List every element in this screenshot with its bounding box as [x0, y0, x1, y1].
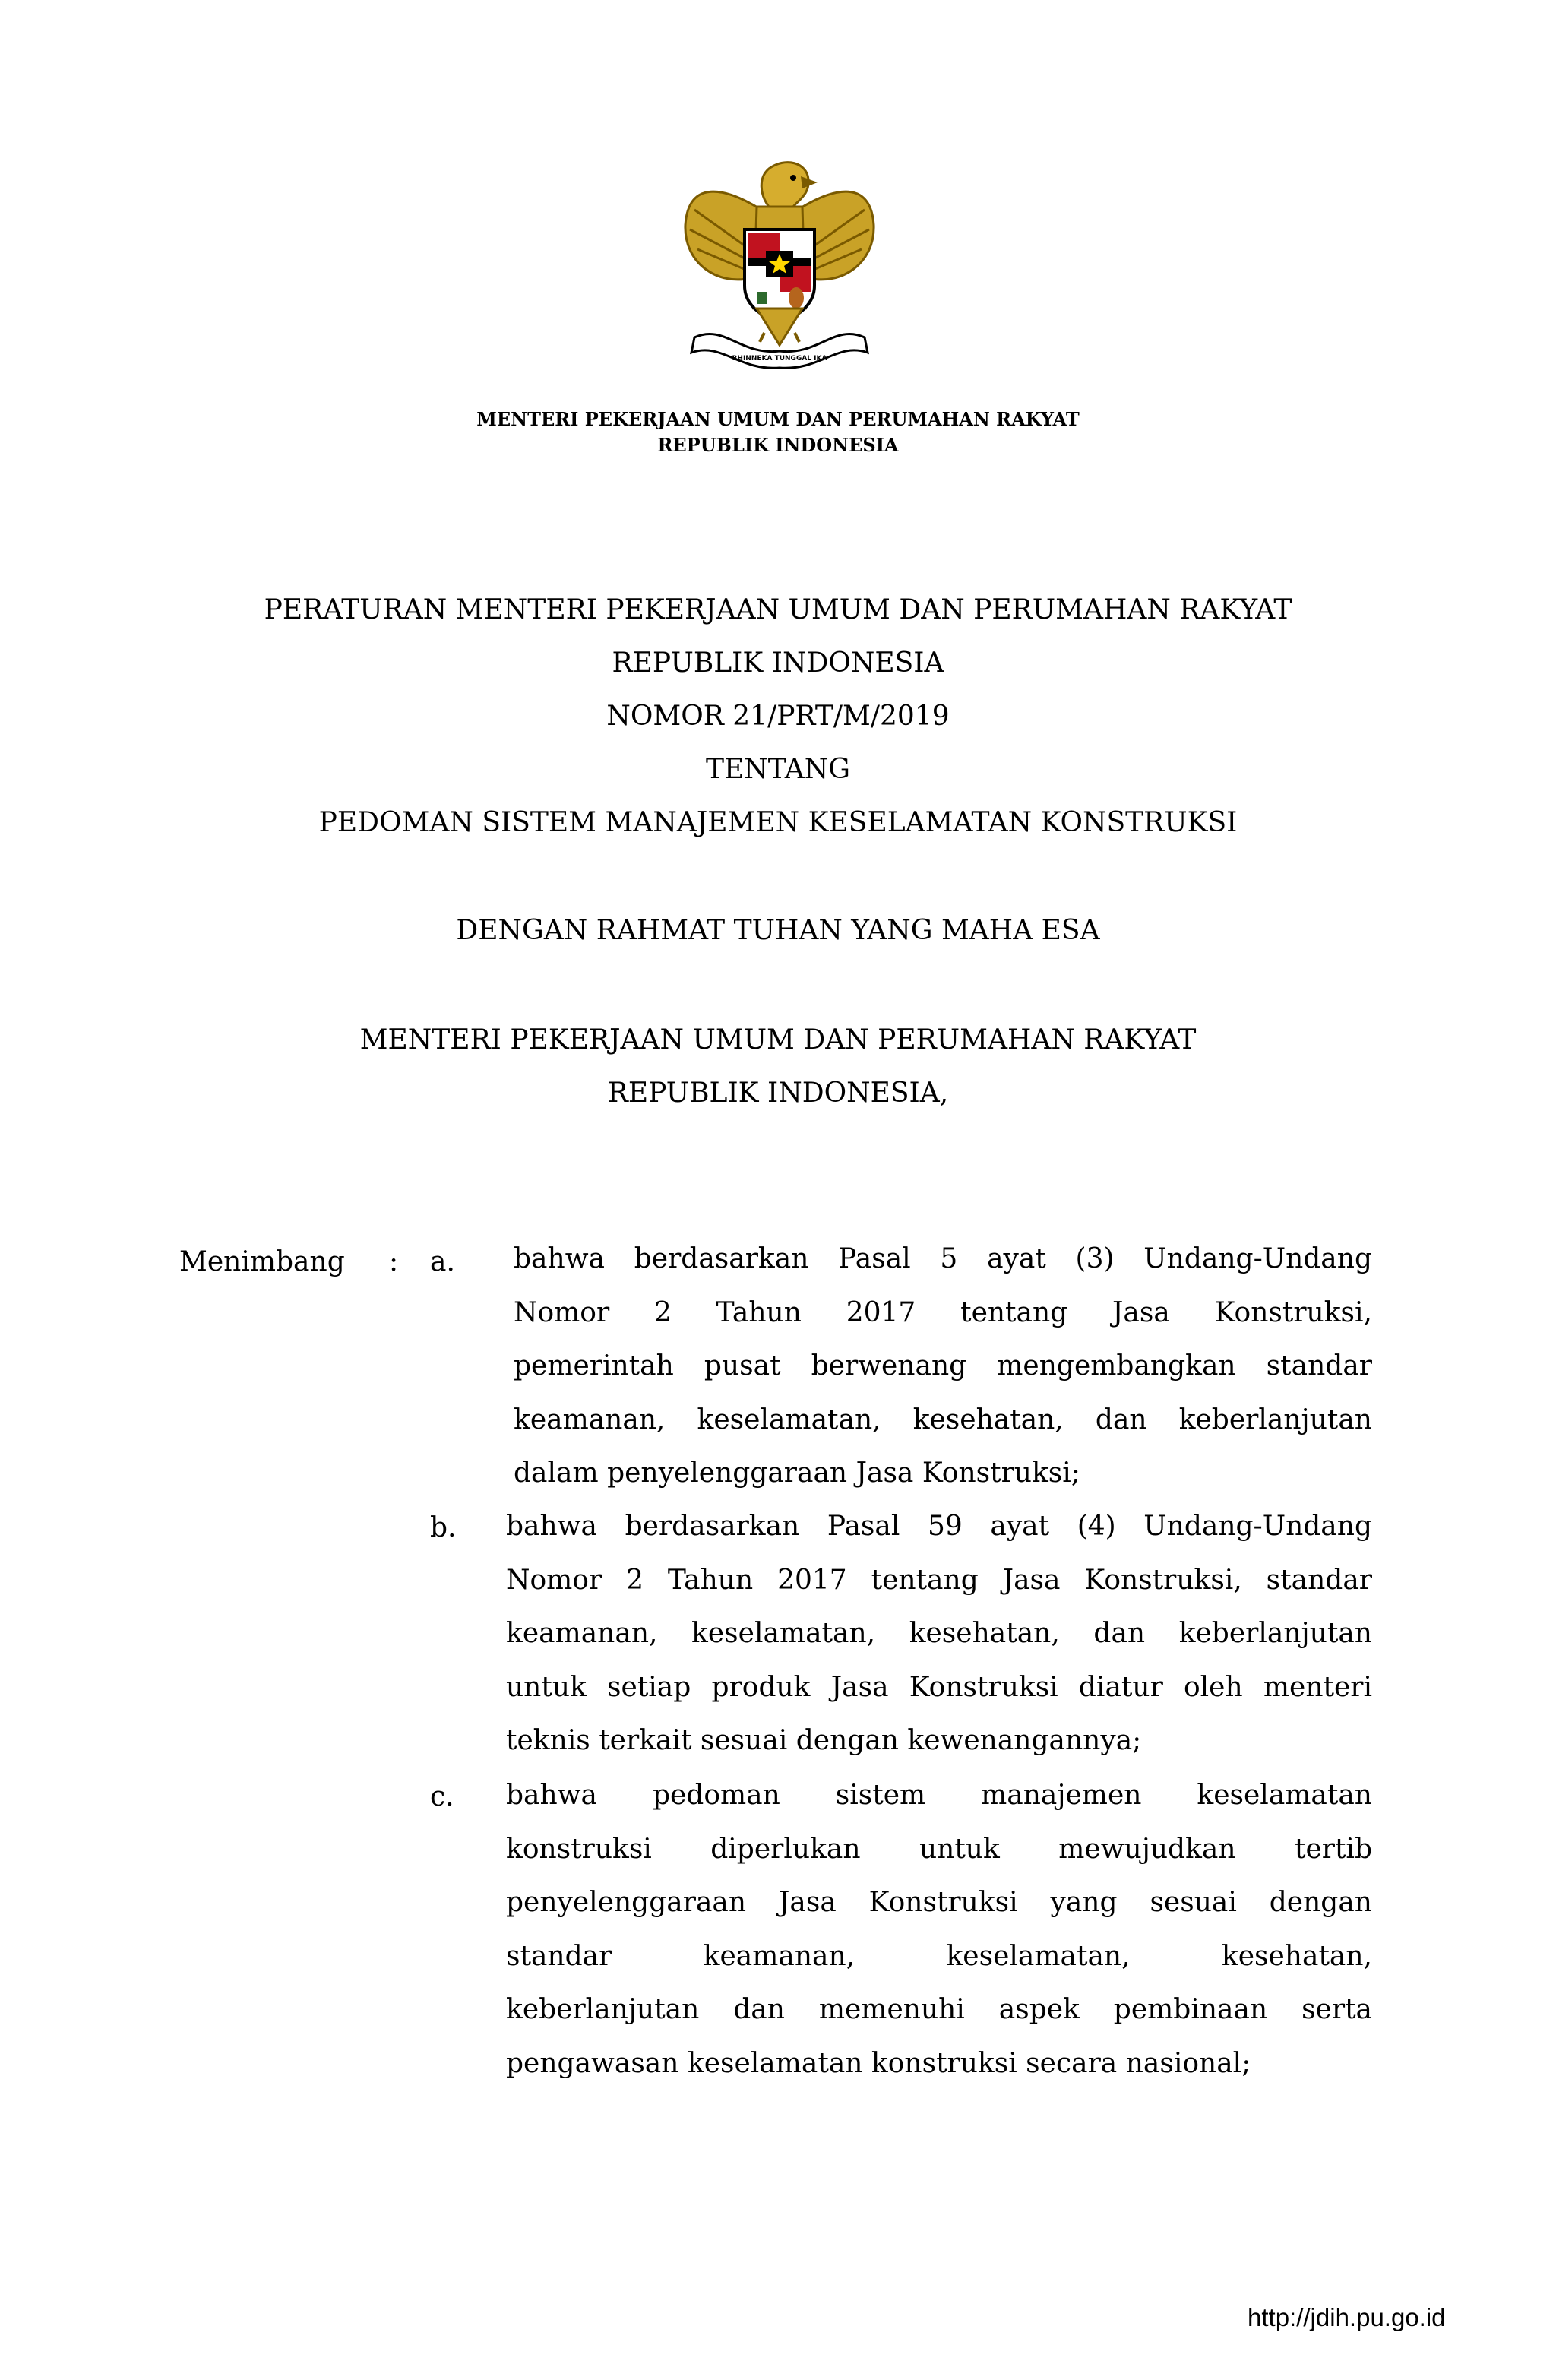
considering-item-a [514, 1233, 1372, 1501]
issuer [0, 1014, 1556, 1120]
item-b-line: keamanan, keselamatan, kesehatan, dan keberlanjutan [506, 1618, 1372, 1649]
footer-url-link[interactable]: http://jdih.pu.go.id [1248, 2303, 1446, 2331]
item-c-line: keberlanjutan dan memenuhi aspek pembinaan serta [506, 1994, 1372, 2025]
item-c-line: pengawasan keselamatan konstruksi secara nasional; [506, 2047, 1251, 2079]
ministry-header-line2: REPUBLIK INDONESIA [657, 434, 899, 456]
regulation-about: TENTANG [705, 754, 851, 785]
regulation-title [0, 584, 1556, 850]
garuda-emblem-icon [672, 157, 887, 374]
invocation [0, 904, 1556, 957]
item-letter-b: b. [430, 1512, 457, 1543]
item-c-line: konstruksi diperlukan untuk mewujudkan tertib [506, 1833, 1372, 1865]
item-a-line: keamanan, keselamatan, kesehatan, dan keberlanjutan [514, 1404, 1372, 1435]
item-b-line: bahwa berdasarkan Pasal 59 ayat (4) Undang-Undang [506, 1511, 1372, 1542]
item-letter-a: a. [430, 1246, 455, 1277]
item-c-line: bahwa pedoman sistem manajemen keselamatan [506, 1780, 1372, 1811]
item-c-line: standar keamanan, keselamatan, kesehatan, [506, 1940, 1372, 1972]
regulation-number: NOMOR 21/PRT/M/2019 [606, 701, 950, 732]
item-a-line: Nomor 2 Tahun 2017 tentang Jasa Konstruksi, [514, 1296, 1372, 1328]
issuer-line1: MENTERI PEKERJAAN UMUM DAN PERUMAHAN RAKYAT [359, 1024, 1197, 1055]
item-a-line: dalam penyelenggaraan Jasa Konstruksi; [514, 1457, 1080, 1489]
considering-item-c [506, 1769, 1372, 2090]
item-c-line: penyelenggaraan Jasa Konstruksi yang sesuai dengan [506, 1887, 1372, 1918]
item-letter-c: c. [430, 1781, 454, 1812]
item-b-line: Nomor 2 Tahun 2017 tentang Jasa Konstruksi, standar [506, 1564, 1372, 1596]
invocation-text: DENGAN RAHMAT TUHAN YANG MAHA ESA [456, 915, 1100, 946]
considering-label: Menimbang [179, 1246, 345, 1277]
regulation-title-line1: PERATURAN MENTERI PEKERJAAN UMUM DAN PERUMAHAN RAKYAT [264, 594, 1292, 625]
item-b-line: teknis terkait sesuai dengan kewenangannya; [506, 1725, 1142, 1756]
ministry-header [0, 407, 1556, 458]
regulation-title-line2: REPUBLIK INDONESIA [612, 647, 944, 679]
considering-colon: : [389, 1246, 399, 1277]
item-a-line: pemerintah pusat berwenang mengembangkan standar [514, 1350, 1372, 1381]
considering-item-b [506, 1500, 1372, 1768]
emblem-banner-text: BHINNEKA TUNGGAL IKA [732, 355, 827, 362]
ministry-header-line1: MENTERI PEKERJAAN UMUM DAN PERUMAHAN RAKYAT [476, 408, 1080, 430]
item-b-line: untuk setiap produk Jasa Konstruksi diatur oleh menteri [506, 1671, 1372, 1703]
item-a-line: bahwa berdasarkan Pasal 5 ayat (3) Undang-Undang [514, 1243, 1372, 1274]
issuer-line2: REPUBLIK INDONESIA, [607, 1078, 949, 1109]
regulation-subject: PEDOMAN SISTEM MANAJEMEN KESELAMATAN KONSTRUKSI [318, 807, 1238, 838]
